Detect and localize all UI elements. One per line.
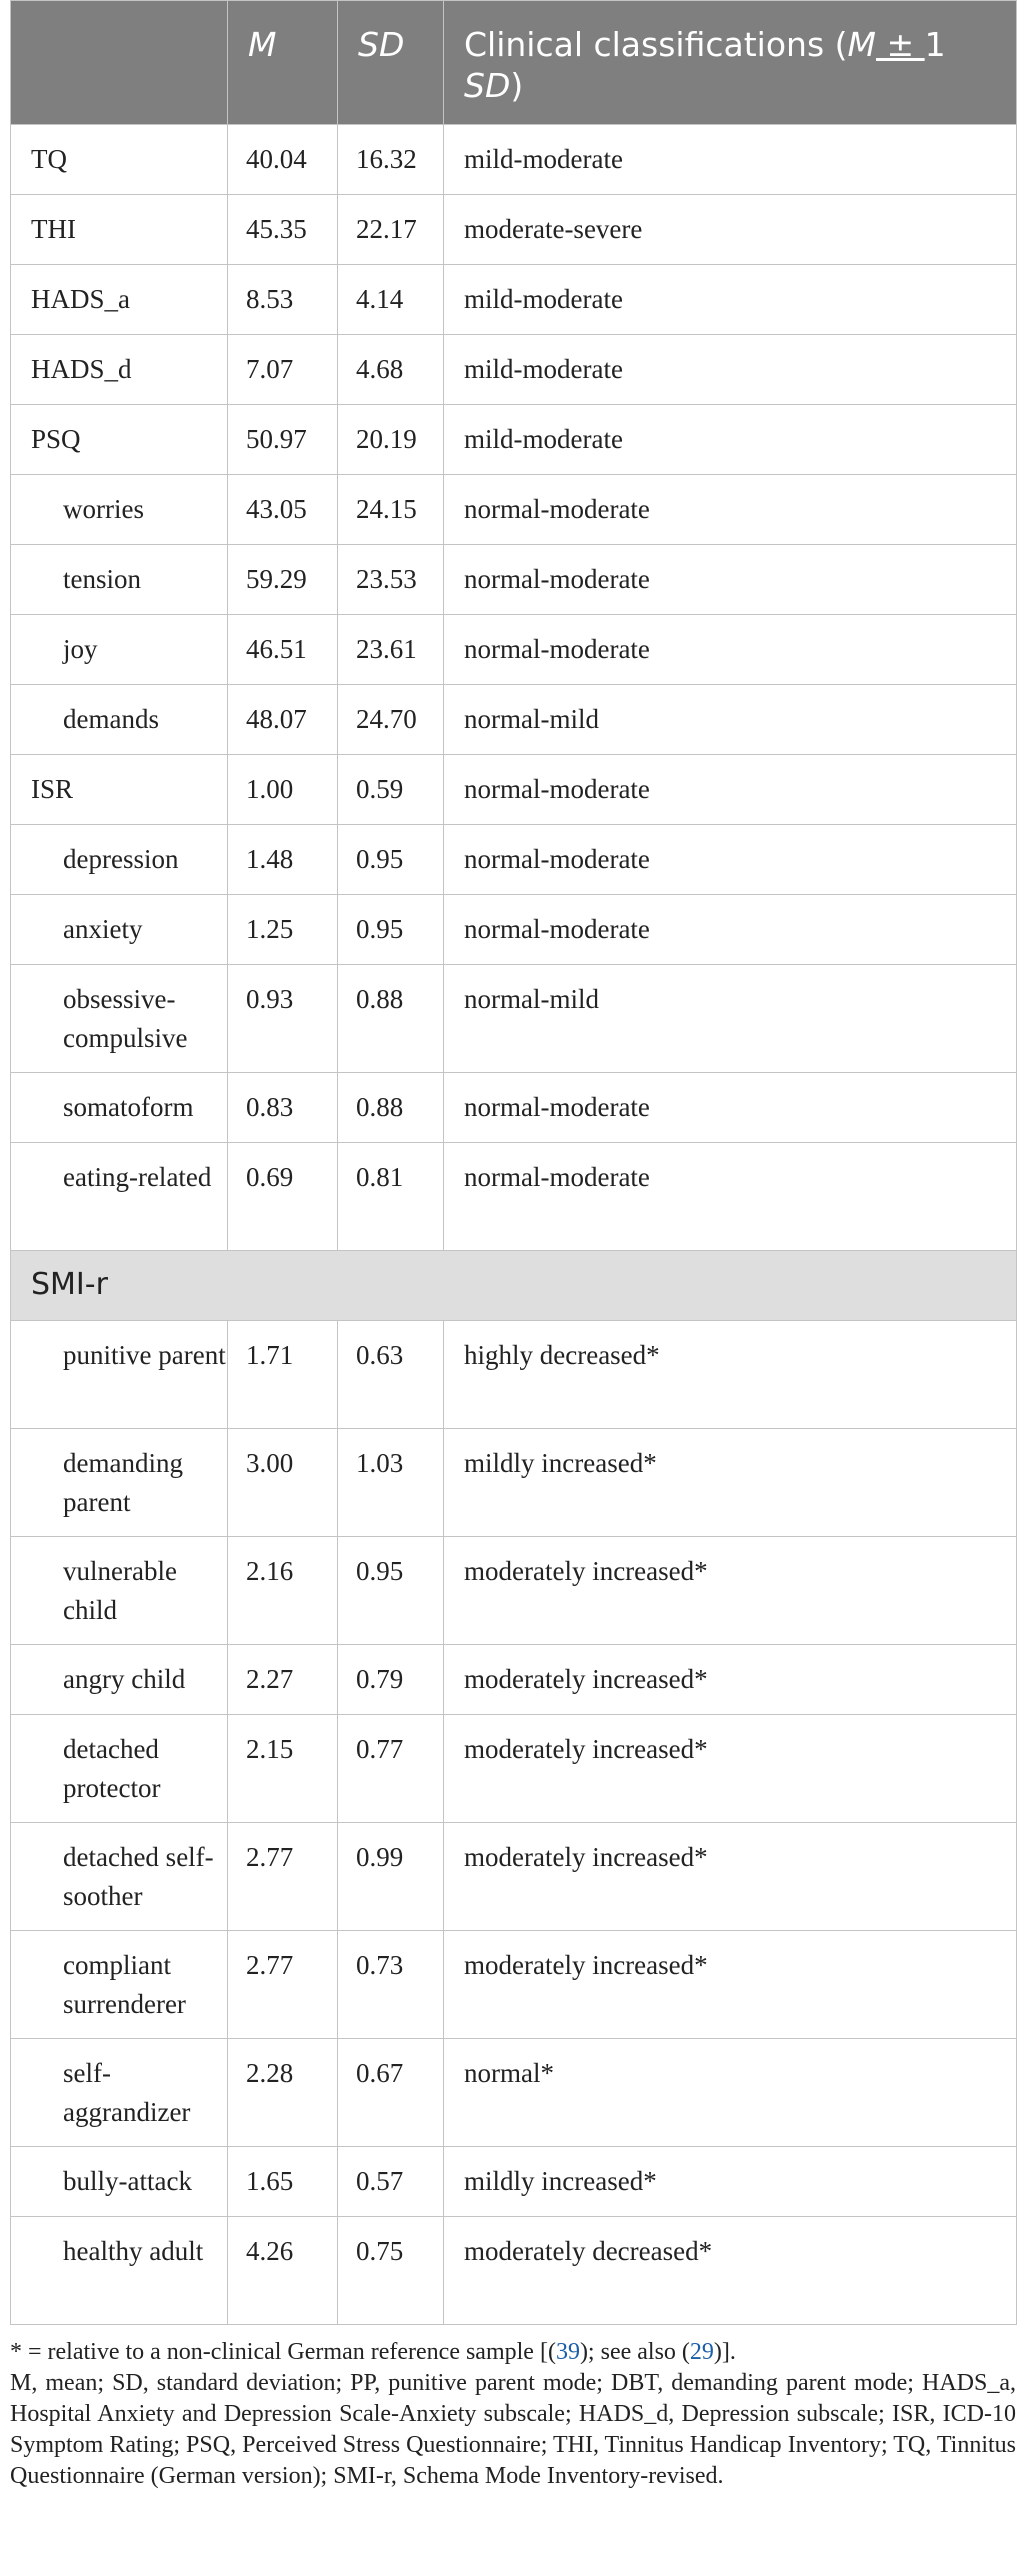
- table-row: [11, 1931, 1017, 2039]
- row-label: punitive parent: [11, 1321, 228, 1429]
- row-classification: mild-moderate: [444, 265, 1017, 335]
- row-label: depression: [11, 825, 228, 895]
- header-class-sd: SD: [464, 66, 511, 105]
- section-row-smi-r: [11, 1251, 1017, 1321]
- row-label: angry child: [11, 1645, 228, 1715]
- row-sd: 22.17: [338, 195, 444, 265]
- row-mean: 2.28: [228, 2039, 338, 2147]
- table-row: [11, 2039, 1017, 2147]
- table-container: [10, 0, 1016, 2492]
- row-classification: moderate-severe: [444, 195, 1017, 265]
- row-sd: 0.88: [338, 965, 444, 1073]
- row-sd: 0.67: [338, 2039, 444, 2147]
- table-row: [11, 825, 1017, 895]
- row-classification: moderately increased*: [444, 1931, 1017, 2039]
- row-mean: 1.00: [228, 755, 338, 825]
- table-row: [11, 125, 1017, 195]
- header-mean-text: M: [248, 25, 277, 64]
- row-mean: 2.77: [228, 1931, 338, 2039]
- table-row: [11, 2217, 1017, 2325]
- row-sd: 23.53: [338, 545, 444, 615]
- table-row: [11, 1321, 1017, 1429]
- table-row: [11, 1823, 1017, 1931]
- table-row: [11, 755, 1017, 825]
- header-mean: [228, 1, 338, 125]
- table-row: [11, 195, 1017, 265]
- row-label: worries: [11, 475, 228, 545]
- row-classification: normal-mild: [444, 965, 1017, 1073]
- row-mean: 46.51: [228, 615, 338, 685]
- header-class-pm: ±: [875, 25, 925, 64]
- row-classification: moderately increased*: [444, 1645, 1017, 1715]
- row-classification: highly decreased*: [444, 1321, 1017, 1429]
- row-mean: 1.65: [228, 2147, 338, 2217]
- header-sd: [338, 1, 444, 125]
- footnote-star-pre: * = relative to a non-clinical German reference sample [(: [10, 2339, 556, 2365]
- row-label: ISR: [11, 755, 228, 825]
- row-mean: 0.83: [228, 1073, 338, 1143]
- row-label: somatoform: [11, 1073, 228, 1143]
- row-sd: 0.81: [338, 1143, 444, 1251]
- row-sd: 20.19: [338, 405, 444, 475]
- table-row: [11, 1073, 1017, 1143]
- table-row: [11, 335, 1017, 405]
- reference-link-39[interactable]: 39: [555, 2339, 580, 2365]
- row-sd: 16.32: [338, 125, 444, 195]
- row-classification: mild-moderate: [444, 125, 1017, 195]
- table-row: [11, 685, 1017, 755]
- row-label: healthy adult: [11, 2217, 228, 2325]
- row-label: THI: [11, 195, 228, 265]
- row-sd: 0.63: [338, 1321, 444, 1429]
- row-classification: moderately decreased*: [444, 2217, 1017, 2325]
- row-sd: 0.95: [338, 825, 444, 895]
- row-classification: normal-moderate: [444, 615, 1017, 685]
- row-classification: normal*: [444, 2039, 1017, 2147]
- row-label: eating-related: [11, 1143, 228, 1251]
- footnote-star-post: )].: [713, 2339, 736, 2365]
- table-row: [11, 1143, 1017, 1251]
- row-classification: mild-moderate: [444, 335, 1017, 405]
- row-mean: 4.26: [228, 2217, 338, 2325]
- header-classification: [444, 1, 1017, 125]
- row-classification: normal-moderate: [444, 1073, 1017, 1143]
- row-label: detached self-soother: [11, 1823, 228, 1931]
- row-sd: 0.88: [338, 1073, 444, 1143]
- table-footnotes: [10, 2337, 1016, 2492]
- reference-link-29[interactable]: 29: [689, 2339, 714, 2365]
- row-mean: 2.27: [228, 1645, 338, 1715]
- header-class-prefix: Clinical classifications (: [464, 25, 848, 64]
- row-mean: 0.69: [228, 1143, 338, 1251]
- footnote-star: [10, 2337, 1016, 2368]
- row-sd: 23.61: [338, 615, 444, 685]
- row-label: anxiety: [11, 895, 228, 965]
- table-row: [11, 265, 1017, 335]
- row-mean: 7.07: [228, 335, 338, 405]
- table-row: [11, 475, 1017, 545]
- table-row: [11, 545, 1017, 615]
- table-row: [11, 2147, 1017, 2217]
- table-row: [11, 1715, 1017, 1823]
- row-mean: 59.29: [228, 545, 338, 615]
- row-label: compliant surrenderer: [11, 1931, 228, 2039]
- row-classification: moderately increased*: [444, 1715, 1017, 1823]
- row-mean: 1.71: [228, 1321, 338, 1429]
- row-classification: mildly increased*: [444, 1429, 1017, 1537]
- row-classification: mildly increased*: [444, 2147, 1017, 2217]
- row-sd: 0.95: [338, 1537, 444, 1645]
- table-row: [11, 1429, 1017, 1537]
- row-sd: 0.99: [338, 1823, 444, 1931]
- row-sd: 4.14: [338, 265, 444, 335]
- table-row: [11, 1537, 1017, 1645]
- row-classification: normal-moderate: [444, 545, 1017, 615]
- table-row: [11, 1645, 1017, 1715]
- header-class-m: M: [847, 25, 876, 64]
- footnote-abbreviations: M, mean; SD, standard deviation; PP, punitive parent mode; DBT, demanding parent mode; HADS_a, Hospital Anxiety and Depression Scale-Anxiety subscale; HADS_d, Depression subscale; ISR, ICD-10 Symptom Rating; PSQ, Perceived Stress Questionnaire; THI, Tinnitus Handicap Inventory; TQ, Tinnitus Questionnaire (German version); SMI-r, Schema Mode Inventory-revised.: [10, 2370, 1016, 2489]
- row-label: demands: [11, 685, 228, 755]
- row-classification: normal-moderate: [444, 1143, 1017, 1251]
- header-class-suffix: ): [510, 66, 524, 105]
- row-classification: normal-moderate: [444, 825, 1017, 895]
- row-mean: 1.48: [228, 825, 338, 895]
- row-sd: 0.59: [338, 755, 444, 825]
- table-row: [11, 615, 1017, 685]
- header-class-sd-num: 1: [924, 25, 946, 64]
- row-label: bully-attack: [11, 2147, 228, 2217]
- row-mean: 2.15: [228, 1715, 338, 1823]
- header-sd-text: SD: [358, 25, 405, 64]
- row-sd: 24.15: [338, 475, 444, 545]
- row-mean: 48.07: [228, 685, 338, 755]
- row-mean: 45.35: [228, 195, 338, 265]
- section-label: SMI-r: [11, 1251, 1017, 1321]
- row-sd: 4.68: [338, 335, 444, 405]
- table-body: [11, 125, 1017, 2325]
- row-mean: 3.00: [228, 1429, 338, 1537]
- row-label: joy: [11, 615, 228, 685]
- row-classification: moderately increased*: [444, 1823, 1017, 1931]
- row-sd: 0.95: [338, 895, 444, 965]
- row-label: obsessive-compulsive: [11, 965, 228, 1073]
- row-label: vulnerable child: [11, 1537, 228, 1645]
- row-classification: mild-moderate: [444, 405, 1017, 475]
- row-mean: 8.53: [228, 265, 338, 335]
- row-classification: normal-moderate: [444, 755, 1017, 825]
- row-label: HADS_a: [11, 265, 228, 335]
- row-mean: 1.25: [228, 895, 338, 965]
- row-classification: moderately increased*: [444, 1537, 1017, 1645]
- row-sd: 0.73: [338, 1931, 444, 2039]
- row-mean: 2.77: [228, 1823, 338, 1931]
- row-mean: 50.97: [228, 405, 338, 475]
- row-sd: 0.57: [338, 2147, 444, 2217]
- row-classification: normal-moderate: [444, 895, 1017, 965]
- table-header-row: [11, 1, 1017, 125]
- row-mean: 40.04: [228, 125, 338, 195]
- row-label: PSQ: [11, 405, 228, 475]
- row-mean: 2.16: [228, 1537, 338, 1645]
- row-sd: 0.77: [338, 1715, 444, 1823]
- row-sd: 1.03: [338, 1429, 444, 1537]
- table-row: [11, 965, 1017, 1073]
- row-label: tension: [11, 545, 228, 615]
- row-mean: 43.05: [228, 475, 338, 545]
- row-sd: 0.75: [338, 2217, 444, 2325]
- row-label: detached protector: [11, 1715, 228, 1823]
- row-classification: normal-mild: [444, 685, 1017, 755]
- results-table: [10, 0, 1017, 2325]
- row-label: HADS_d: [11, 335, 228, 405]
- row-mean: 0.93: [228, 965, 338, 1073]
- row-sd: 0.79: [338, 1645, 444, 1715]
- row-sd: 24.70: [338, 685, 444, 755]
- header-label: [11, 1, 228, 125]
- table-row: [11, 895, 1017, 965]
- row-label: TQ: [11, 125, 228, 195]
- row-label: self-aggrandizer: [11, 2039, 228, 2147]
- row-label: demanding parent: [11, 1429, 228, 1537]
- row-classification: normal-moderate: [444, 475, 1017, 545]
- table-row: [11, 405, 1017, 475]
- footnote-star-mid: ); see also (: [579, 2339, 690, 2365]
